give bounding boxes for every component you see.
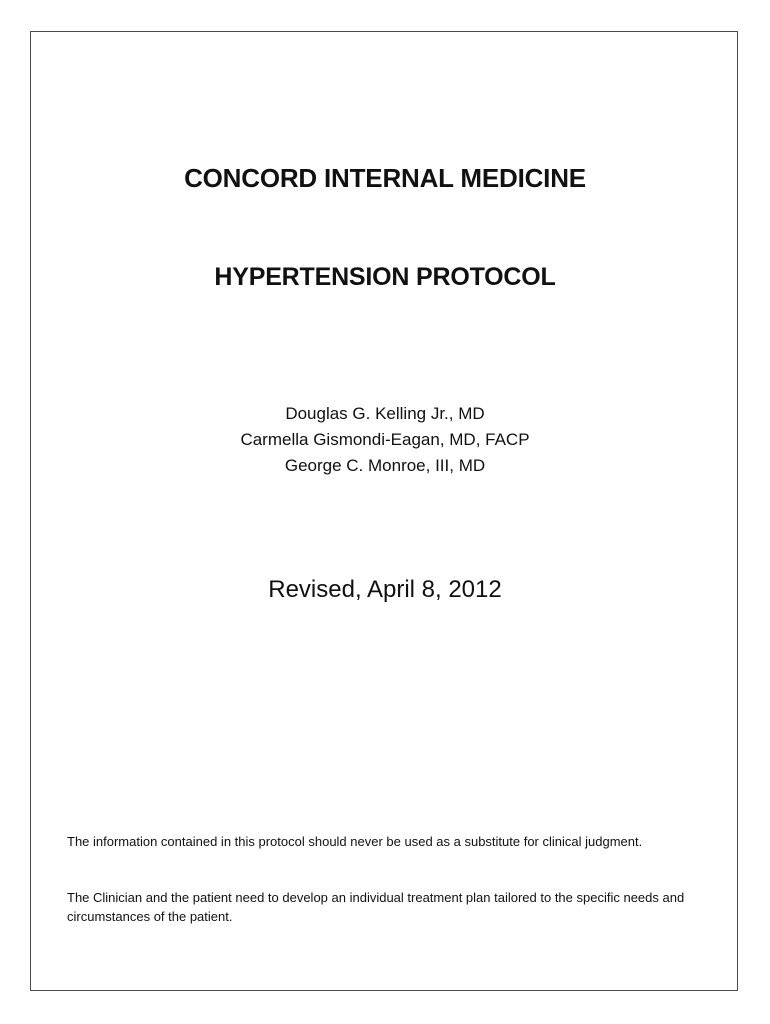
organization-name: CONCORD INTERNAL MEDICINE xyxy=(184,163,586,193)
author-name: George C. Monroe, III, MD xyxy=(284,456,486,475)
disclaimer-paragraph: The Clinician and the patient need to develop an individual treatment plan tailored to the specific needs and circumstances of the patient. xyxy=(67,890,685,924)
author-name: Carmella Gismondi-Eagan, MD, FACP xyxy=(240,430,530,449)
author-list xyxy=(0,401,770,479)
revision-date: Revised, April 8, 2012 xyxy=(268,576,502,603)
author-name: Douglas G. Kelling Jr., MD xyxy=(285,404,485,423)
disclaimer-paragraph: The information contained in this protocol should never be used as a substitute for clinical judgment. xyxy=(67,834,643,849)
document-title: HYPERTENSION PROTOCOL xyxy=(214,263,556,291)
